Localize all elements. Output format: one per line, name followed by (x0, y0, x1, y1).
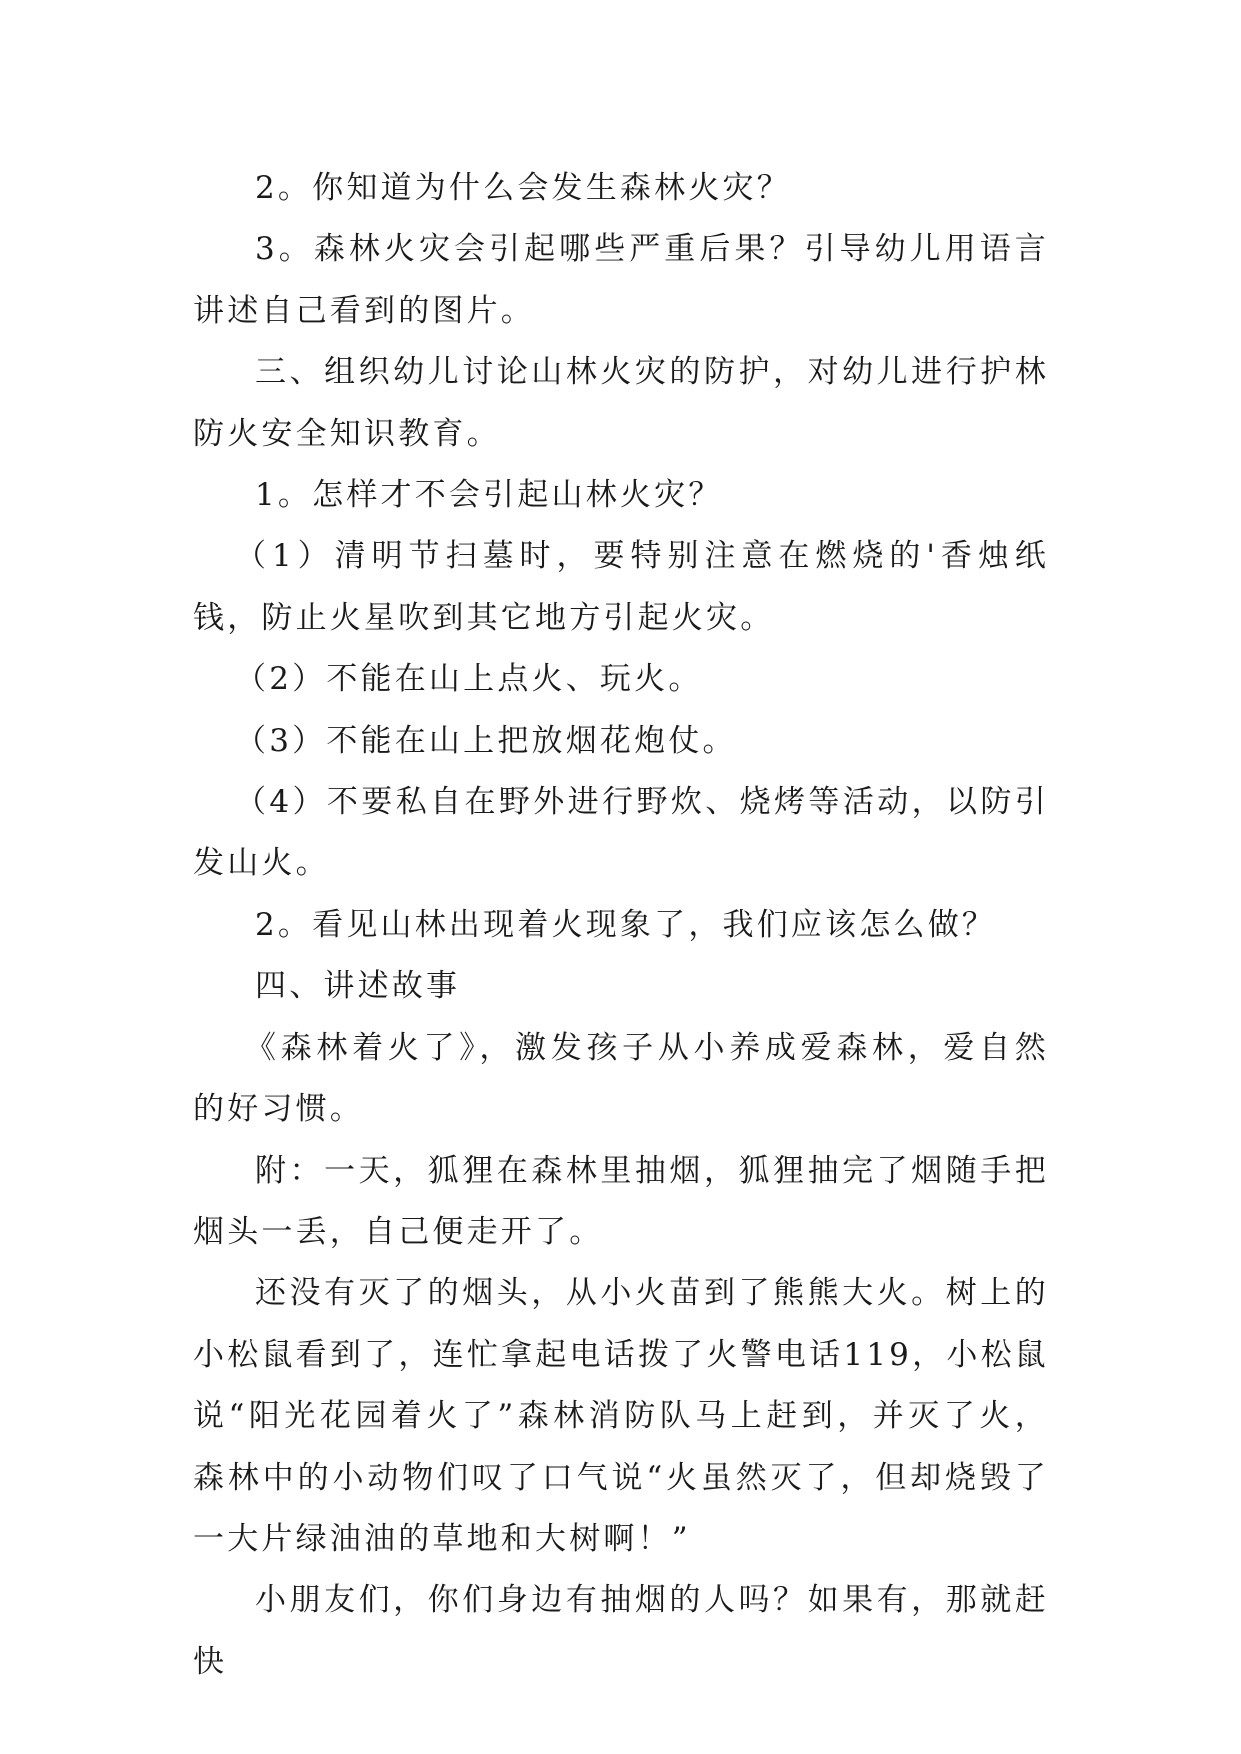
paragraph-subitem-2: （2）不能在山上点火、玩火。 (235, 661, 703, 698)
paragraph-story-body: 还没有灭了的烟头，从小火苗到了熊熊大火。树上的小松鼠看到了，连忙拿起电话拨了火警电话119，小松鼠说“阳光花园着火了”森林消防队马上赶到，并灭了火，森林中的小动物们叹了口气说“火虽然灭了，但却烧毁了一大片绿油油的草地和大树啊！” (193, 1275, 1049, 1557)
paragraph-item-2: 2。看见山林出现着火现象了，我们应该怎么做？ (255, 906, 997, 943)
paragraph-question-2: 2。你知道为什么会发生森林火灾？ (255, 170, 791, 206)
paragraph-subitem-4: （4）不要私自在野外进行野炊、烧烤等活动，以防引发山火。 (193, 784, 1049, 882)
paragraph-subitem-1: （1）清明节扫墓时，要特别注意在燃烧的'香烛纸钱，防止火星吹到其它地方引起火灾。 (193, 538, 1049, 636)
paragraph-item-1: 1。怎样才不会引起山林火灾？ (255, 477, 723, 514)
paragraph-story-closing: 小朋友们，你们身边有抽烟的人吗？如果有，那就赶快 (193, 1582, 1049, 1680)
paragraph-story-appendix: 附：一天，狐狸在森林里抽烟，狐狸抽完了烟随手把烟头一丢，自己便走开了。 (193, 1152, 1049, 1250)
paragraph-story-title: 《森林着火了》，激发孩子从小养成爱森林，爱自然的好习惯。 (193, 1029, 1049, 1128)
paragraph-subitem-3: （3）不能在山上把放烟花炮仗。 (235, 722, 737, 759)
document-body (193, 158, 1049, 1693)
paragraph-section-4: 四、讲述故事 (255, 968, 461, 1005)
paragraph-question-3: 3。森林火灾会引起哪些严重后果？引导幼儿用语言讲述自己看到的图片。 (193, 231, 1049, 329)
paragraph-section-3: 三、组织幼儿讨论山林火灾的防护，对幼儿进行护林防火安全知识教育。 (193, 354, 1049, 452)
